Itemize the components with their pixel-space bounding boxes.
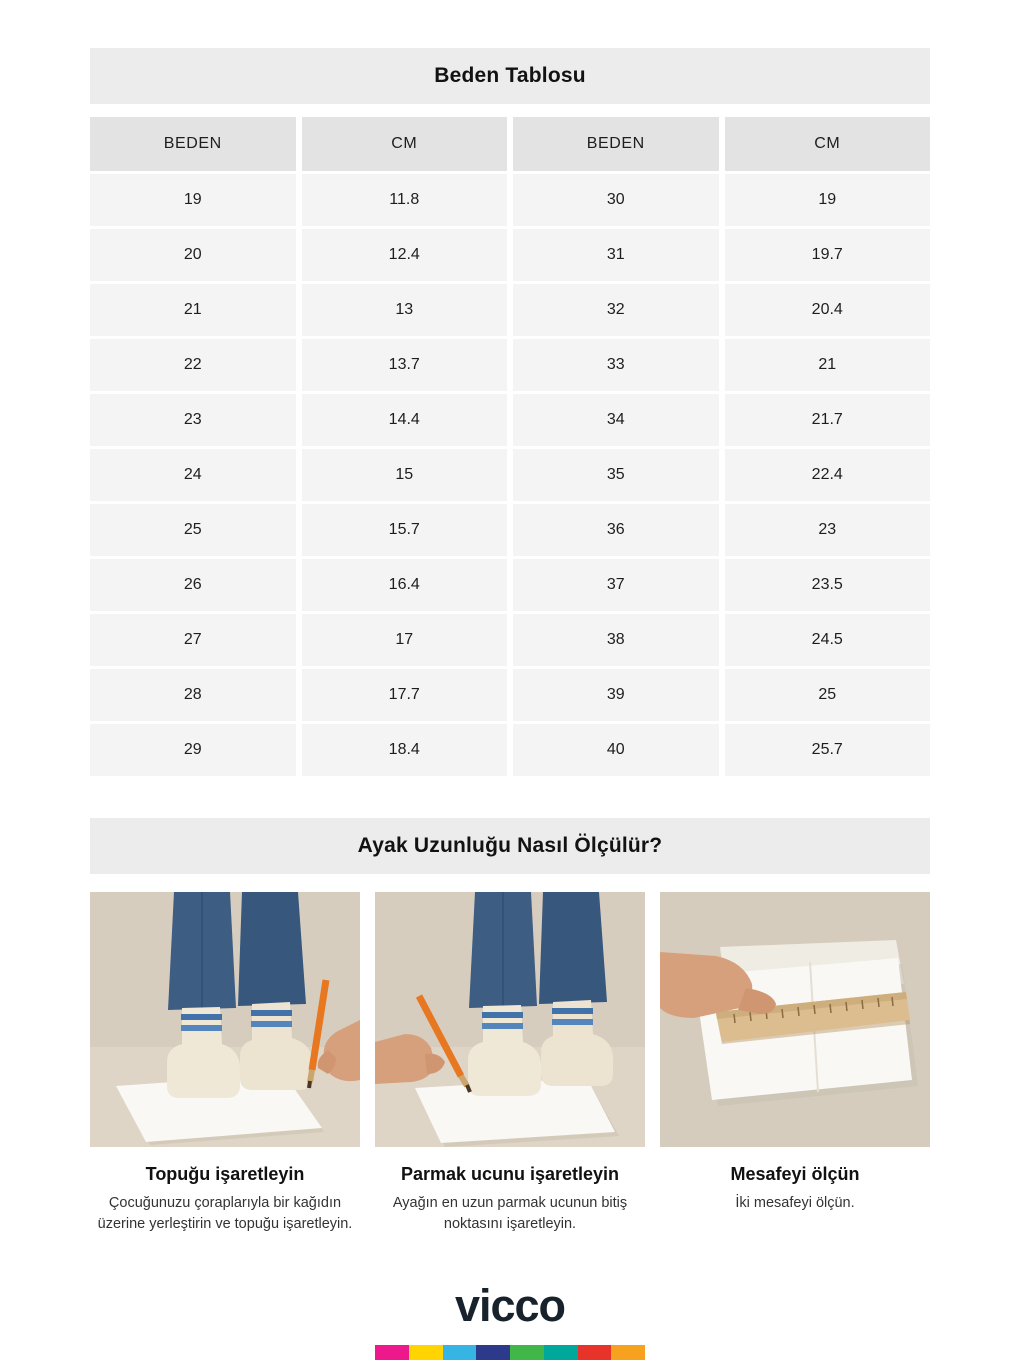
size-table-cell: 25.7 [725,724,931,776]
heel-marking-photo [90,892,360,1147]
size-table-cell: 13 [302,284,508,336]
size-table-cell: 12.4 [302,229,508,281]
size-table-cell: 33 [513,339,719,391]
measure-step-ruler [660,892,930,1235]
size-table-cell: 34 [513,394,719,446]
size-table-cell: 21.7 [725,394,931,446]
measure-title-bar [90,818,930,874]
size-table-cell: 24.5 [725,614,931,666]
size-table-title-bar [90,48,930,104]
size-table-header-cell: BEDEN [90,117,296,171]
size-table-cell: 19 [725,174,931,226]
ruler-measuring-photo [660,892,930,1147]
rainbow-segment [611,1345,645,1360]
size-table-header-cell: CM [302,117,508,171]
size-table-body [90,174,930,776]
measure-step-heel [90,892,360,1235]
size-table-cell: 30 [513,174,719,226]
size-table-cell: 11.8 [302,174,508,226]
size-table-cell: 21 [725,339,931,391]
brand-rainbow-bar [375,1345,645,1360]
size-table-cell: 32 [513,284,719,336]
size-table-cell: 25 [725,669,931,721]
rainbow-segment [476,1345,510,1360]
size-table-cell: 14.4 [302,394,508,446]
size-table-cell: 31 [513,229,719,281]
size-table-cell: 35 [513,449,719,501]
measure-steps [90,892,930,1235]
size-table-header-row [90,117,930,171]
size-table-cell: 29 [90,724,296,776]
size-table-cell: 22 [90,339,296,391]
size-table-cell: 25 [90,504,296,556]
size-table-cell: 17 [302,614,508,666]
size-table-cell: 20.4 [725,284,931,336]
measure-title: Ayak Uzunluğu Nasıl Ölçülür? [357,834,663,857]
step-description: İki mesafeyi ölçün. [735,1195,855,1211]
measure-step-toe [375,892,645,1235]
size-table-cell: 27 [90,614,296,666]
size-table-cell: 23 [725,504,931,556]
size-table-cell: 39 [513,669,719,721]
size-table-cell: 17.7 [302,669,508,721]
size-table-cell: 26 [90,559,296,611]
size-table-cell: 23 [90,394,296,446]
rainbow-segment [409,1345,443,1360]
rainbow-segment [375,1345,409,1360]
toe-marking-photo [375,892,645,1147]
size-table-cell: 21 [90,284,296,336]
size-table-header-cell: BEDEN [513,117,719,171]
step-description: Çocuğunuzu çoraplarıyla bir kağıdın üzerine yerleştirin ve topuğu işaretleyin. [97,1195,353,1233]
size-table-cell: 15 [302,449,508,501]
size-table-cell: 18.4 [302,724,508,776]
step-title: Parmak ucunu işaretleyin [400,1164,620,1184]
size-table-cell: 37 [513,559,719,611]
size-table-title: Beden Tablosu [434,64,586,87]
size-table-cell: 28 [90,669,296,721]
rainbow-segment [544,1345,578,1360]
size-table-cell: 36 [513,504,719,556]
size-table-cell: 22.4 [725,449,931,501]
step-title: Mesafeyi ölçün [730,1164,860,1184]
size-table-header-cell: CM [725,117,931,171]
size-table [90,117,930,776]
size-table-cell: 19 [90,174,296,226]
size-table-cell: 23.5 [725,559,931,611]
size-table-cell: 13.7 [302,339,508,391]
step-description: Ayağın en uzun parmak ucunun bitiş noktasını işaretleyin. [392,1195,628,1233]
size-table-cell: 16.4 [302,559,508,611]
step-title: Topuğu işaretleyin [145,1164,305,1184]
rainbow-segment [510,1345,544,1360]
size-table-cell: 20 [90,229,296,281]
size-table-cell: 24 [90,449,296,501]
size-table-cell: 15.7 [302,504,508,556]
brand-logo: vicco [454,1280,566,1331]
rainbow-segment [443,1345,477,1360]
rainbow-segment [578,1345,612,1360]
brand-footer [0,1280,1020,1360]
size-table-cell: 40 [513,724,719,776]
size-table-cell: 38 [513,614,719,666]
size-table-cell: 19.7 [725,229,931,281]
